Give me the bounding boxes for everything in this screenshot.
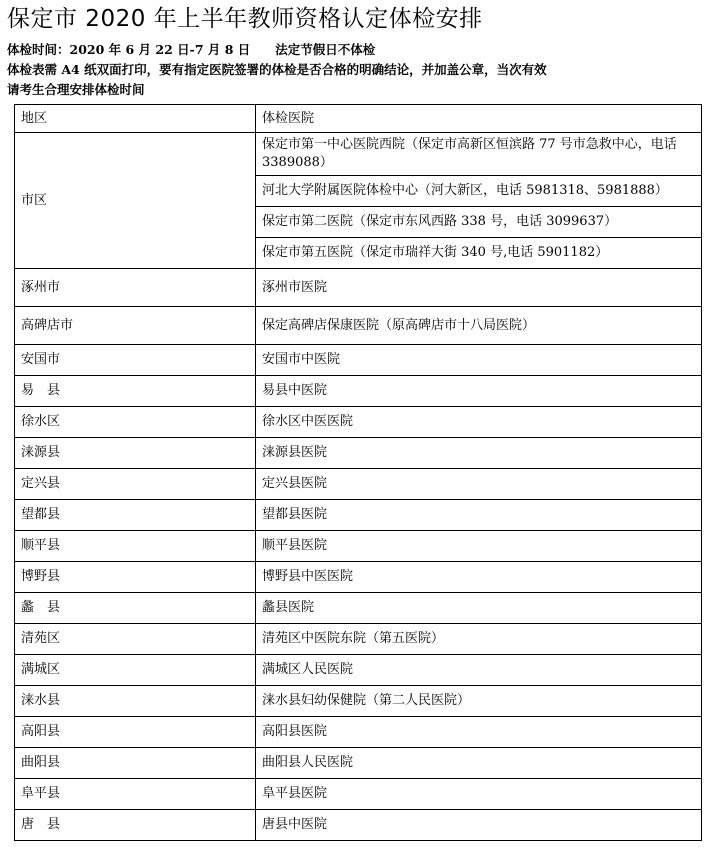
hospital-cell: 徐水区中医医院 <box>256 407 702 438</box>
hospital-cell: 河北大学附属医院体检中心（河大新区，电话 5981318、5981888） <box>256 176 702 207</box>
table-row <box>15 562 702 593</box>
hospital-cell: 定兴县医院 <box>256 469 702 500</box>
table-row <box>15 133 702 176</box>
region-cell: 徐水区 <box>15 407 256 438</box>
header-hospital: 体检医院 <box>256 105 702 133</box>
table-row <box>15 655 702 686</box>
region-cell: 市区 <box>15 133 256 269</box>
hospital-cell: 保定市第五医院（保定市瑞祥大街 340 号,电话 5901182） <box>256 238 702 269</box>
table-row <box>15 686 702 717</box>
hospital-cell: 清苑区中医院东院（第五医院） <box>256 624 702 655</box>
hospital-cell: 顺平县医院 <box>256 531 702 562</box>
hospital-cell: 蠡县医院 <box>256 593 702 624</box>
hospital-schedule-table <box>14 104 702 841</box>
region-cell: 涿州市 <box>15 269 256 307</box>
table-row <box>15 269 702 307</box>
region-cell: 唐 县 <box>15 810 256 841</box>
region-cell: 涞水县 <box>15 686 256 717</box>
hospital-cell: 望都县医院 <box>256 500 702 531</box>
table-row <box>15 624 702 655</box>
page-title: 保定市 2020 年上半年教师资格认定体检安排 <box>7 6 483 32</box>
hospital-cell: 高阳县医院 <box>256 717 702 748</box>
table-row <box>15 810 702 841</box>
hospital-cell: 涿州市医院 <box>256 269 702 307</box>
table-row <box>15 345 702 376</box>
table-row <box>15 500 702 531</box>
region-cell: 安国市 <box>15 345 256 376</box>
region-cell: 蠡 县 <box>15 593 256 624</box>
table-row <box>15 531 702 562</box>
region-cell: 高阳县 <box>15 717 256 748</box>
table-row <box>15 407 702 438</box>
table-row <box>15 593 702 624</box>
hospital-cell: 满城区人民医院 <box>256 655 702 686</box>
table-header-row <box>15 105 702 133</box>
hospital-cell: 唐县中医院 <box>256 810 702 841</box>
region-cell: 顺平县 <box>15 531 256 562</box>
hospital-cell: 阜平县医院 <box>256 779 702 810</box>
region-cell: 高碑店市 <box>15 307 256 345</box>
region-cell: 涞源县 <box>15 438 256 469</box>
table-row <box>15 779 702 810</box>
arrange-time-note: 请考生合理安排体检时间 <box>7 82 145 97</box>
table-row <box>15 438 702 469</box>
table-row <box>15 717 702 748</box>
table-row <box>15 376 702 407</box>
exam-time-note: 体检时间：2020 年 6 月 22 日-7 月 8 日 法定节假日不体检 <box>7 42 376 57</box>
table-row <box>15 748 702 779</box>
hospital-cell: 涞水县妇幼保健院（第二人民医院） <box>256 686 702 717</box>
region-cell: 望都县 <box>15 500 256 531</box>
region-cell: 清苑区 <box>15 624 256 655</box>
hospital-cell: 安国市中医院 <box>256 345 702 376</box>
region-cell: 阜平县 <box>15 779 256 810</box>
table-row <box>15 469 702 500</box>
region-cell: 定兴县 <box>15 469 256 500</box>
hospital-cell: 保定市第一中心医院西院（保定市高新区恒滨路 77 号市急救中心，电话 3389088） <box>256 133 702 176</box>
header-region: 地区 <box>15 105 256 133</box>
hospital-cell: 易县中医院 <box>256 376 702 407</box>
hospital-cell: 保定市第二医院（保定市东风西路 338 号，电话 3099637） <box>256 207 702 238</box>
hospital-cell: 曲阳县人民医院 <box>256 748 702 779</box>
region-cell: 易 县 <box>15 376 256 407</box>
hospital-cell: 涞源县医院 <box>256 438 702 469</box>
form-requirement-note: 体检表需 A4 纸双面打印，要有指定医院签署的体检是否合格的明确结论，并加盖公章，当次有效 <box>7 62 547 77</box>
table-row <box>15 307 702 345</box>
region-cell: 博野县 <box>15 562 256 593</box>
hospital-cell: 博野县中医医院 <box>256 562 702 593</box>
hospital-cell: 保定高碑店保康医院（原高碑店市十八局医院） <box>256 307 702 345</box>
region-cell: 满城区 <box>15 655 256 686</box>
region-cell: 曲阳县 <box>15 748 256 779</box>
